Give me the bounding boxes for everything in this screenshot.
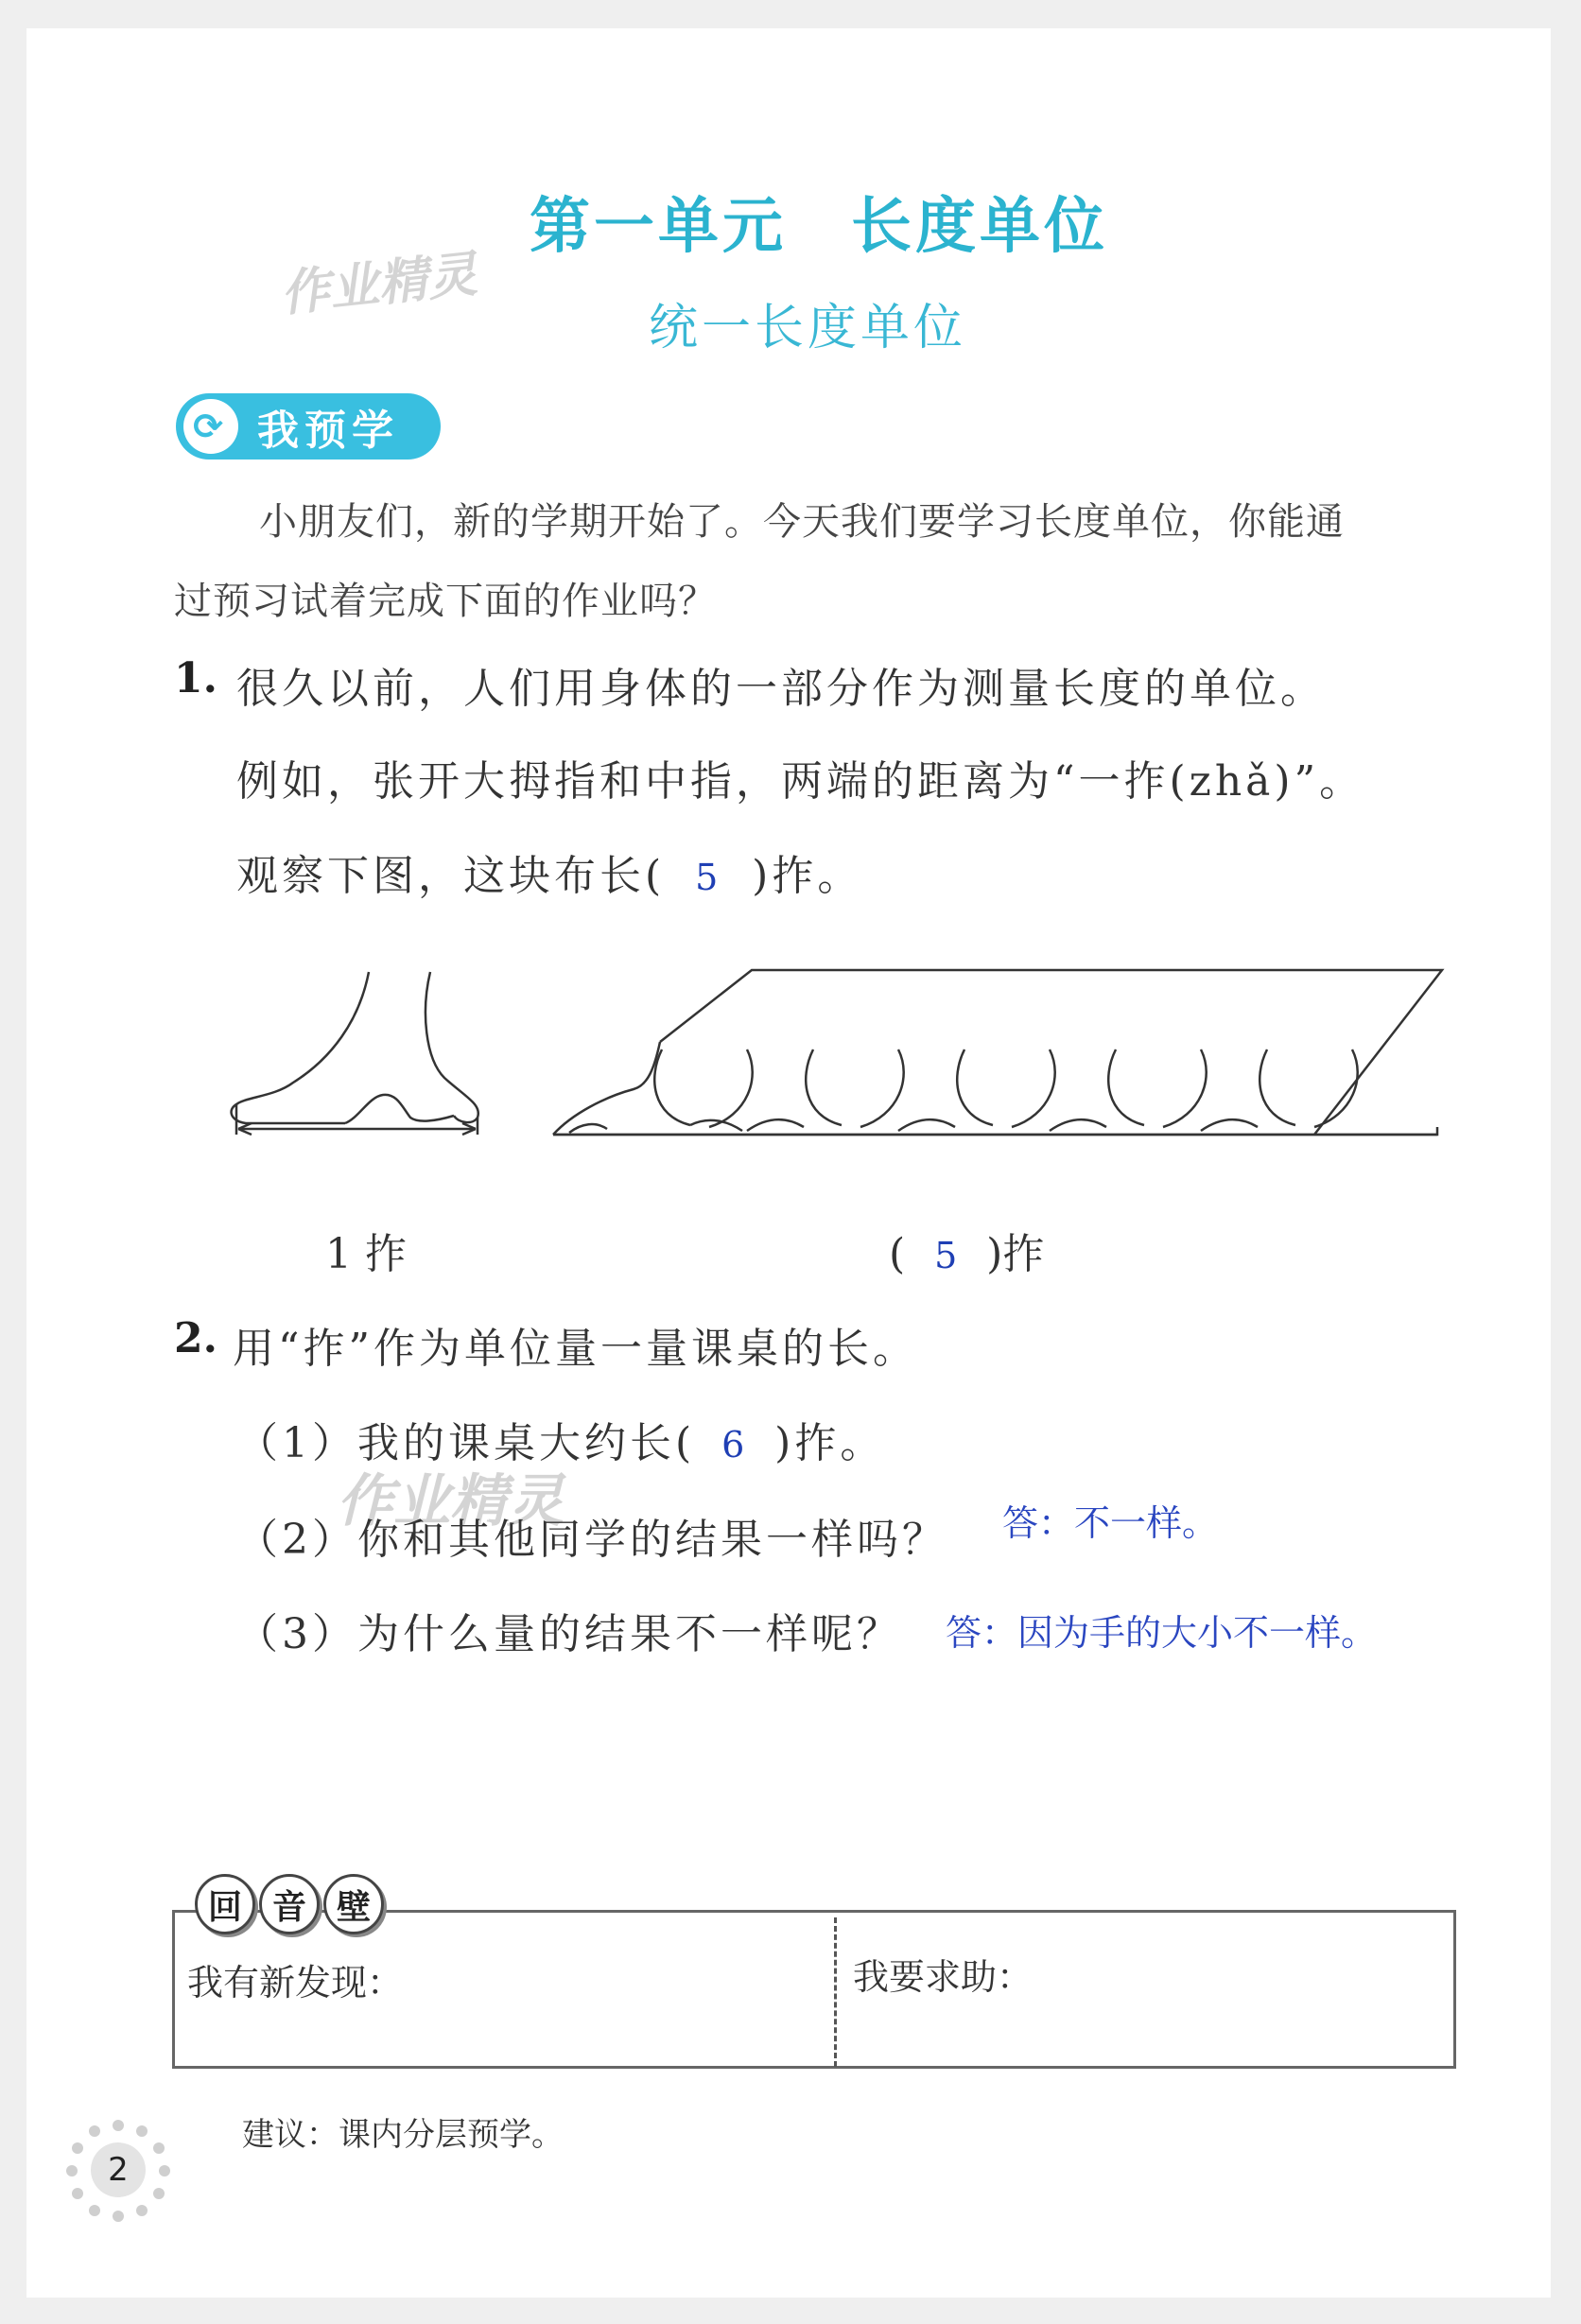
q2-sub-3: （3）为什么量的结果不一样呢？: [236, 1610, 902, 1658]
one-span-label: 1 拃: [325, 1230, 407, 1278]
intro-line-1: 小朋友们，新的学期开始了。今天我们要学习长度单位，你能通: [259, 500, 1345, 544]
section-badge: [176, 393, 441, 460]
watermark: 作业精灵: [278, 246, 480, 323]
q2-sub-1-suffix: )拃。: [774, 1419, 886, 1467]
page-number-badge: [66, 2118, 170, 2222]
lesson-subtitle: 统一长度单位: [649, 300, 967, 356]
q2-sub-1: [236, 1409, 885, 1469]
refresh-circle-icon: ⟳: [183, 399, 238, 454]
hand-span-illustration: [217, 955, 1466, 1163]
cloth-span-label-open: (: [889, 1230, 906, 1278]
echo-wall-char: 回: [195, 1874, 255, 1934]
question-number: 2.: [174, 1314, 217, 1362]
q2-sub-3-answer: 答：因为手的大小不一样。: [946, 1612, 1378, 1654]
page-number: 2: [91, 2142, 146, 2197]
question-number: 1.: [174, 654, 217, 702]
new-discovery-label: 我有新发现：: [187, 1962, 404, 2003]
q2-sub-2: （2）你和其他同学的结果一样吗？: [236, 1516, 947, 1564]
echo-wall-char: 音: [259, 1874, 320, 1934]
echo-wall-badge: [195, 1874, 384, 1934]
q2-sub-1-prefix: （1）我的课桌大约长(: [236, 1419, 696, 1467]
cloth-with-spans: [553, 970, 1442, 1135]
intro-line-2: 过预习试着完成下面的作业吗？: [174, 580, 717, 623]
q2-line-1: 用“拃”作为单位量一量课桌的长。: [233, 1325, 918, 1373]
q1-line-3: [236, 841, 862, 902]
q1-line-1: 很久以前，人们用身体的一部分作为测量长度的单位。: [236, 665, 1326, 713]
q1-line-3-prefix: 观察下图，这块布长(: [236, 852, 666, 900]
footer-tip: 建议：课内分层预学。: [242, 2116, 564, 2154]
watermark: 作业精灵: [337, 1468, 564, 1535]
ask-for-help-label: 我要求助：: [853, 1956, 1034, 1998]
q2-sub-1-answer: 6: [721, 1424, 749, 1466]
q2-sub-2-answer: 答：不一样。: [1002, 1502, 1219, 1544]
q1-line-2: 例如，张开大拇指和中指，两端的距离为“一拃(zhǎ)”。: [236, 757, 1365, 806]
cloth-span-answer: 5: [934, 1235, 958, 1276]
section-badge-label: 我预学: [257, 407, 399, 455]
echo-wall-char: 壁: [323, 1874, 384, 1934]
page-title: 第一单元 长度单位: [530, 192, 1108, 262]
cloth-span-label-close: )拃: [986, 1230, 1045, 1278]
echo-wall-divider: [834, 1917, 837, 2067]
single-hand-span: [232, 972, 478, 1135]
cloth-span-label: [889, 1220, 1044, 1280]
q1-line-3-suffix: )拃。: [752, 852, 863, 900]
q1-answer: 5: [695, 857, 722, 898]
